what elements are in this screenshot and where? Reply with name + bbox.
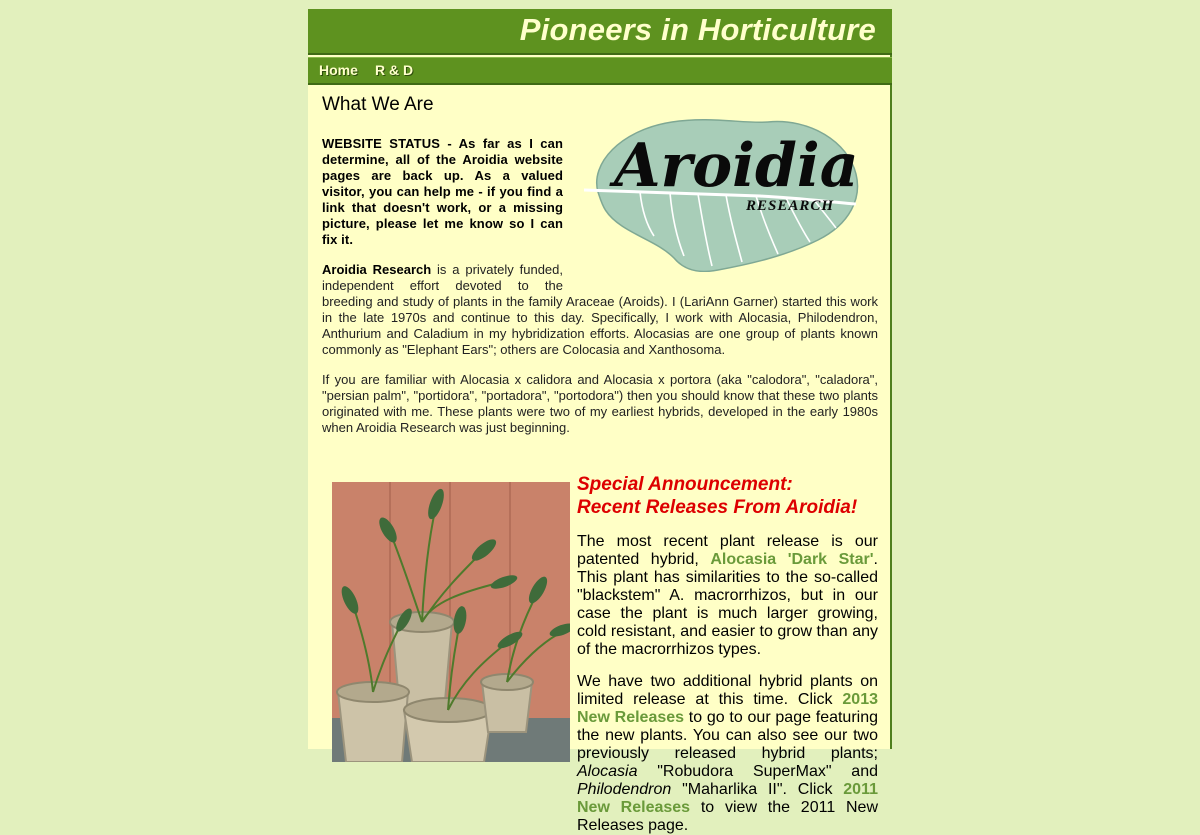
announcement-title-line2: Recent Releases From Aroidia! xyxy=(577,497,858,518)
announcement-block xyxy=(577,473,878,835)
alocasia-italic: Alocasia xyxy=(577,763,638,780)
additional-text-1: We have two additional hybrid plants on limited release at this time. Click xyxy=(577,673,878,708)
intro-text: is a privately funded, independent effort devoted to the breeding and study of plants in the family Araceae (Aroids). I (LariAnn Garner) started this work in the late 1970s and continue to this day. Specifically, I work with Alocasia, Philodendron, Anthurium and Caladium in my hybridization efforts. Alocasias are one group of plants known commonly as "Elephant Ears"; others are Colocasia and Xanthosoma. xyxy=(322,262,878,357)
aroidia-research-logo xyxy=(580,112,864,272)
logo-wordmark: Aroidia xyxy=(614,131,859,201)
announcement-title-line1: Special Announcement: xyxy=(577,474,793,495)
main-content xyxy=(322,93,878,436)
nav-link-home[interactable]: Home xyxy=(319,62,358,78)
dark-star-link[interactable]: Alocasia 'Dark Star' xyxy=(710,551,874,568)
website-status-text: WEBSITE STATUS - As far as I can determine, all of the Aroidia website pages are back up. As a valued visitor, you can help me - if you find a link that doesn't work, or a missing picture, please let me know so I can fix it. xyxy=(322,136,563,247)
nav-bar xyxy=(308,57,892,85)
page-container xyxy=(308,9,892,834)
announcement-title xyxy=(577,473,878,519)
page-title: What We Are xyxy=(322,94,434,115)
additional-releases-paragraph xyxy=(577,673,878,835)
potted-plants-image xyxy=(332,482,570,762)
release-text-after: . This plant has similarities to the so-called "blackstem" A. macrorrhizos, but in our case the plant is much larger growing, cold resistant, and easier to grow than any of the macrorrhizos types. xyxy=(577,551,878,658)
intro-paragraph xyxy=(322,262,878,358)
additional-text-3: "Robudora SuperMax" and xyxy=(637,763,878,780)
additional-text-2: to go to our page featuring the new plants. You can also see our two previously released hybrid plants; xyxy=(577,709,879,762)
plant-photo xyxy=(332,482,570,762)
new-releases-2013-link[interactable]: 2013 New Releases xyxy=(577,691,878,726)
intro-org-name: Aroidia Research xyxy=(322,262,432,277)
site-title: Pioneers in Horticulture xyxy=(519,12,876,47)
new-releases-2011-link[interactable]: 2011 New Releases xyxy=(577,781,878,816)
additional-text-4: "Maharlika II". Click xyxy=(671,781,844,798)
release-text-before: The most recent plant release is our patented hybrid, xyxy=(577,533,878,568)
additional-text-5: to view the 2011 New Releases page. xyxy=(577,799,879,834)
release-paragraph xyxy=(577,533,878,659)
site-header xyxy=(308,9,892,55)
leaf-logo-graphic xyxy=(580,112,864,272)
nav-link-r-and-d[interactable]: R & D xyxy=(375,62,414,78)
philodendron-italic: Philodendron xyxy=(577,781,672,798)
logo-subtitle: RESEARCH xyxy=(746,198,835,214)
calidora-paragraph: If you are familiar with Alocasia x calidora and Alocasia x portora (aka "calodora", "caladora", "persian palm", "portidora", "portadora", "portodora") then you should know that these two plants originated with me. These plants were two of my earliest hybrids, developed in the early 1980s when Aroidia Research was just beginning. xyxy=(322,372,878,435)
